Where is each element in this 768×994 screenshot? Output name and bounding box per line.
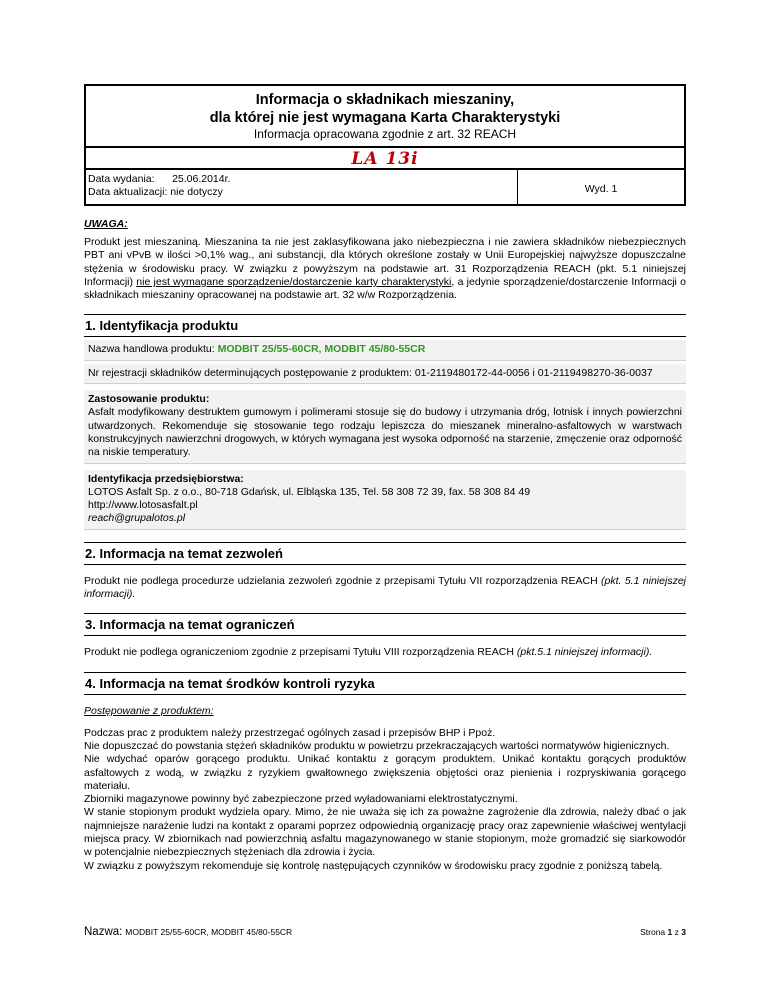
section2-heading: 2. Informacja na temat zezwoleń bbox=[84, 542, 686, 565]
section4-body bbox=[84, 727, 686, 873]
section4-p3: Nie wdychać oparów gorącego produktu. Unikać kontaktu z gorącym produktem. Unikać kontaktu gorących produktów asfaltowych z wodą, w związku z ryzykiem gwałtownego zwiększenia objętości oraz pienienia i rozpryskiwania gorącego materiału. bbox=[84, 753, 686, 792]
footer-name bbox=[84, 926, 292, 938]
section2-italic: (pkt. 5.1 niniejszej informacji). bbox=[84, 574, 686, 601]
notice-label: UWAGA: bbox=[84, 218, 128, 230]
section4-p4: Zbiorniki magazynowe powinny być zabezpieczone przed wyładowaniami elektrostatycznymi. bbox=[84, 793, 518, 806]
section2-text bbox=[84, 575, 686, 602]
section3-main: Produkt nie podlega ograniczeniom zgodnie z przepisami Tytułu VIII rozporządzenia REACH bbox=[84, 646, 514, 659]
notice-text-part1: Produkt jest mieszaniną. Mieszanina ta nie jest zaklasyfikowana jako niebezpieczna i nie zawiera składników niebezpiecznych PBT ani vPvB w ilości >0,1% wag., ani substancji, dla których określone zostały w Unii Europejskiej najwyższe dopuszczalne stężenia w środowisku pracy. W związku z powyższym na podstawie art. 31 Rozporządzenia REACH (pkt. 5.1 niniejszej Informacji) bbox=[84, 236, 686, 288]
update-date-line bbox=[88, 186, 515, 199]
document-header bbox=[84, 84, 686, 206]
footer-name-label: Nazwa: bbox=[84, 926, 123, 938]
section4-p1: Podczas prac z produktem należy przestrzegać ogólnych zasad i przepisów BHP i Ppoż. bbox=[84, 726, 496, 739]
header-subtitle: Informacja opracowana zgodnie z art. 32 REACH bbox=[253, 127, 517, 141]
notice-text bbox=[84, 236, 686, 302]
section4-p5: W stanie stopionym produkt wydziela opary. Mimo, że nie uważa się ich za poważne zagrożenie dla zdrowia, należy dbać o jak najmniejsze narażenie ludzi na kontakt z oparami poprzez odpowiednią organizację pracy oraz zapewnienie właściwej wentylacji miejsca pracy. W zbiornikach nad powierzchnią asfaltu magazynowanego w stanie stopionym, może gromadzić się siarkowodór w potencjalnie niebezpiecznych stężeniach dla zdrowia i życia. bbox=[84, 806, 686, 859]
footer-page-sep: z bbox=[674, 927, 679, 937]
trade-name-box bbox=[84, 340, 686, 360]
issue-date-line bbox=[88, 173, 515, 186]
section2-main: Produkt nie podlega procedurze udzielania zezwoleń zgodnie z przepisami Tytułu VII rozporządzenia REACH bbox=[84, 574, 598, 587]
company-website[interactable]: http://www.lotosasfalt.pl bbox=[88, 499, 198, 512]
section3-text bbox=[84, 646, 686, 659]
company-email[interactable]: reach@grupalotos.pl bbox=[88, 512, 186, 525]
notice-text-underlined: nie jest wymagane sporządzenie/dostarczenie karty charakterystyki bbox=[136, 275, 452, 288]
footer-name-value: MODBIT 25/55-60CR, MODBIT 45/80-55CR bbox=[125, 927, 293, 937]
product-code: LA 13i bbox=[351, 149, 419, 169]
trade-name-label: Nazwa handlowa produktu: bbox=[88, 343, 215, 356]
company-address: LOTOS Asfalt Sp. z o.o., 80-718 Gdańsk, ul. Elbląska 135, Tel. 58 308 72 39, fax. 58 308 84 49 bbox=[88, 485, 531, 498]
registration-text: Nr rejestracji składników determinujących postępowanie z produktem: 01-2119480172-44-0056 i 01-2119498270-36-0037 bbox=[88, 366, 653, 379]
update-date-value: nie dotyczy bbox=[170, 186, 223, 198]
edition-label: Wyd. 1 bbox=[584, 183, 618, 195]
trade-name-value: MODBIT 25/55-60CR, MODBIT 45/80-55CR bbox=[217, 343, 426, 356]
usage-text: Asfalt modyfikowany destruktem gumowym i polimerami stosuje się do budowy i utrzymania dróg, lotnisk i innych powierzchni utwardzonych. Rekomenduje się stosowanie tego rodzaju lepiszcza do mieszanek mineralno-asfaltowych w warstwach konstrukcyjnych nawierzchni drogowych, w których wymagana jest wysoka odporność na starzenie, zmęczenie oraz odporność na niskie temperatury. bbox=[88, 406, 682, 459]
edition-cell bbox=[518, 170, 684, 204]
dates-row bbox=[86, 170, 684, 204]
product-code-row bbox=[86, 148, 684, 170]
section3-italic: (pkt.5.1 niniejszej informacji). bbox=[516, 646, 653, 659]
issue-date-label: Data wydania: bbox=[88, 173, 155, 185]
section1-heading: 1. Identyfikacja produktu bbox=[84, 314, 686, 337]
issue-date-value: 25.06.2014r. bbox=[172, 173, 231, 185]
footer-page-number bbox=[640, 927, 686, 937]
update-date-label: Data aktualizacji: bbox=[88, 186, 168, 198]
header-title-line2: dla której nie jest wymagana Karta Charakterystyki bbox=[209, 110, 561, 126]
usage-label: Zastosowanie produktu: bbox=[88, 393, 210, 406]
document-page bbox=[84, 84, 686, 873]
section4-p6: W związku z powyższym rekomenduje się kontrolę następujących czynników w środowisku pracy zgodnie z poniższą tabelą. bbox=[84, 859, 663, 872]
section4-sublabel: Postępowanie z produktem: bbox=[84, 704, 214, 717]
section4-heading: 4. Informacja na temat środków kontroli ryzyka bbox=[84, 672, 686, 695]
section3-heading: 3. Informacja na temat ograniczeń bbox=[84, 613, 686, 636]
company-box bbox=[84, 470, 686, 530]
header-title-block bbox=[86, 86, 684, 148]
header-title-line1: Informacja o składnikach mieszaniny, bbox=[255, 92, 515, 108]
registration-box bbox=[84, 364, 686, 384]
footer-page-prefix: Strona bbox=[640, 927, 666, 937]
dates-cell bbox=[86, 170, 518, 204]
footer-page-current: 1 bbox=[667, 927, 673, 937]
section4-p2: Nie dopuszczać do powstania stężeń składników produktu w powietrzu przekraczających wartości normatywów higienicznych. bbox=[84, 739, 670, 752]
notice-text-part2: , a jedynie sporządzenie/dostarczenie Informacji o składnikach mieszaniny opracowanej na podstawie art. 32 w/w Rozporządzenia. bbox=[84, 275, 686, 302]
page-footer bbox=[84, 926, 686, 938]
usage-box bbox=[84, 390, 686, 463]
company-label: Identyfikacja przedsiębiorstwa: bbox=[88, 472, 244, 485]
footer-page-total: 3 bbox=[681, 927, 686, 937]
